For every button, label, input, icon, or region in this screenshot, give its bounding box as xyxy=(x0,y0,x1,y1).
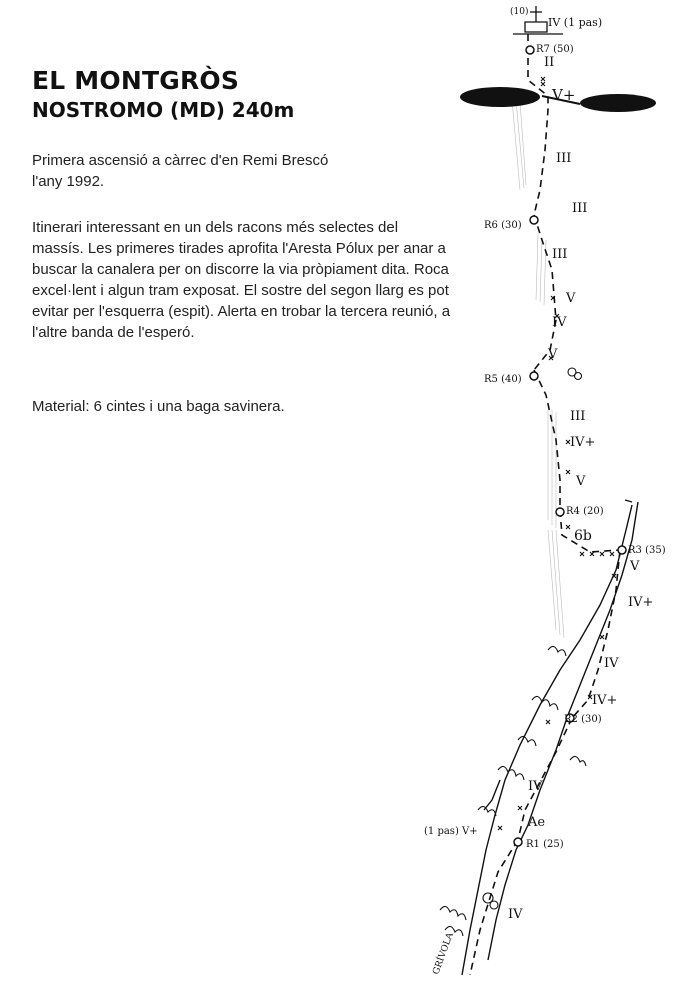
belay-label-r4: R4 (20) xyxy=(566,506,604,517)
vegetation xyxy=(440,368,586,936)
belay-label-r1: R1 (25) xyxy=(526,839,564,850)
grade-summit: (10) xyxy=(510,7,529,17)
grade-p5b: V xyxy=(566,291,576,306)
belay-r7-icon xyxy=(526,46,534,54)
grade-r7: II xyxy=(544,55,555,70)
belay-label-r2: R2 (30) xyxy=(564,714,602,725)
grade-p1a: IV xyxy=(528,779,543,794)
grade-p5a: III xyxy=(552,247,568,262)
grade-1pas: (1 pas) V+ xyxy=(424,826,478,837)
grade-top: IV (1 pas) xyxy=(548,16,603,29)
belay-r1-icon xyxy=(514,838,522,846)
belay-r4-icon xyxy=(556,508,564,516)
belay-label-r7: R7 (50) xyxy=(536,44,574,55)
route-line xyxy=(470,34,620,975)
page-title: EL MONTGRÒS xyxy=(32,66,240,95)
belay-r6-icon xyxy=(530,216,538,224)
rock-shading xyxy=(512,100,564,638)
grade-base: IV xyxy=(508,907,523,922)
grade-p4b: IV+ xyxy=(570,435,596,450)
route-description: Itinerari interessant en un dels racons més selectes del massís. Les primeres tirades aprofita l'Aresta Pólux per anar a buscar la canalera per on discorre la via pròpiament dita. Roca excel·lent i algun tram exposat. El sostre del segon llarg es pot evitar per l'esquerra (espit). Alerta en trobar la tercera reunió, a l'altre banda de l'esperó. xyxy=(32,219,451,341)
pitch-grades xyxy=(424,6,653,922)
approach-path-label: GRÍVOLA xyxy=(431,931,456,977)
grade-p2a: IV xyxy=(604,656,619,671)
first-ascent-line-2: l'any 1992. xyxy=(32,173,105,190)
belay-label-r5: R5 (40) xyxy=(484,374,522,385)
belay-r3-icon xyxy=(618,546,626,554)
belay-label-r3: R3 (35) xyxy=(628,545,666,556)
grade-p4c: V xyxy=(576,474,586,489)
grade-p5c: IV xyxy=(552,315,567,330)
ridge-lines xyxy=(462,500,638,975)
grade-p2b: IV+ xyxy=(592,693,618,708)
route-subtitle: NOSTROMO (MD) 240m xyxy=(32,98,295,122)
grade-p4a: III xyxy=(570,409,586,424)
grade-p6a: III xyxy=(556,151,572,166)
grade-p4d: 6b xyxy=(574,528,592,544)
belay-r5-icon xyxy=(530,372,538,380)
grade-r5: V xyxy=(548,347,558,362)
first-ascent-line-1: Primera ascensió a càrrec d'en Remi Brescó xyxy=(32,152,329,169)
grade-p6b: III xyxy=(572,201,588,216)
belay-label-r6: R6 (30) xyxy=(484,220,522,231)
grade-ae: Ae xyxy=(528,815,546,830)
grade-roof: V+ xyxy=(552,86,576,104)
grade-p3a: V xyxy=(630,559,640,574)
material-text: Material: 6 cintes i una baga savinera. xyxy=(32,398,285,415)
grade-p3b: IV+ xyxy=(628,595,654,610)
